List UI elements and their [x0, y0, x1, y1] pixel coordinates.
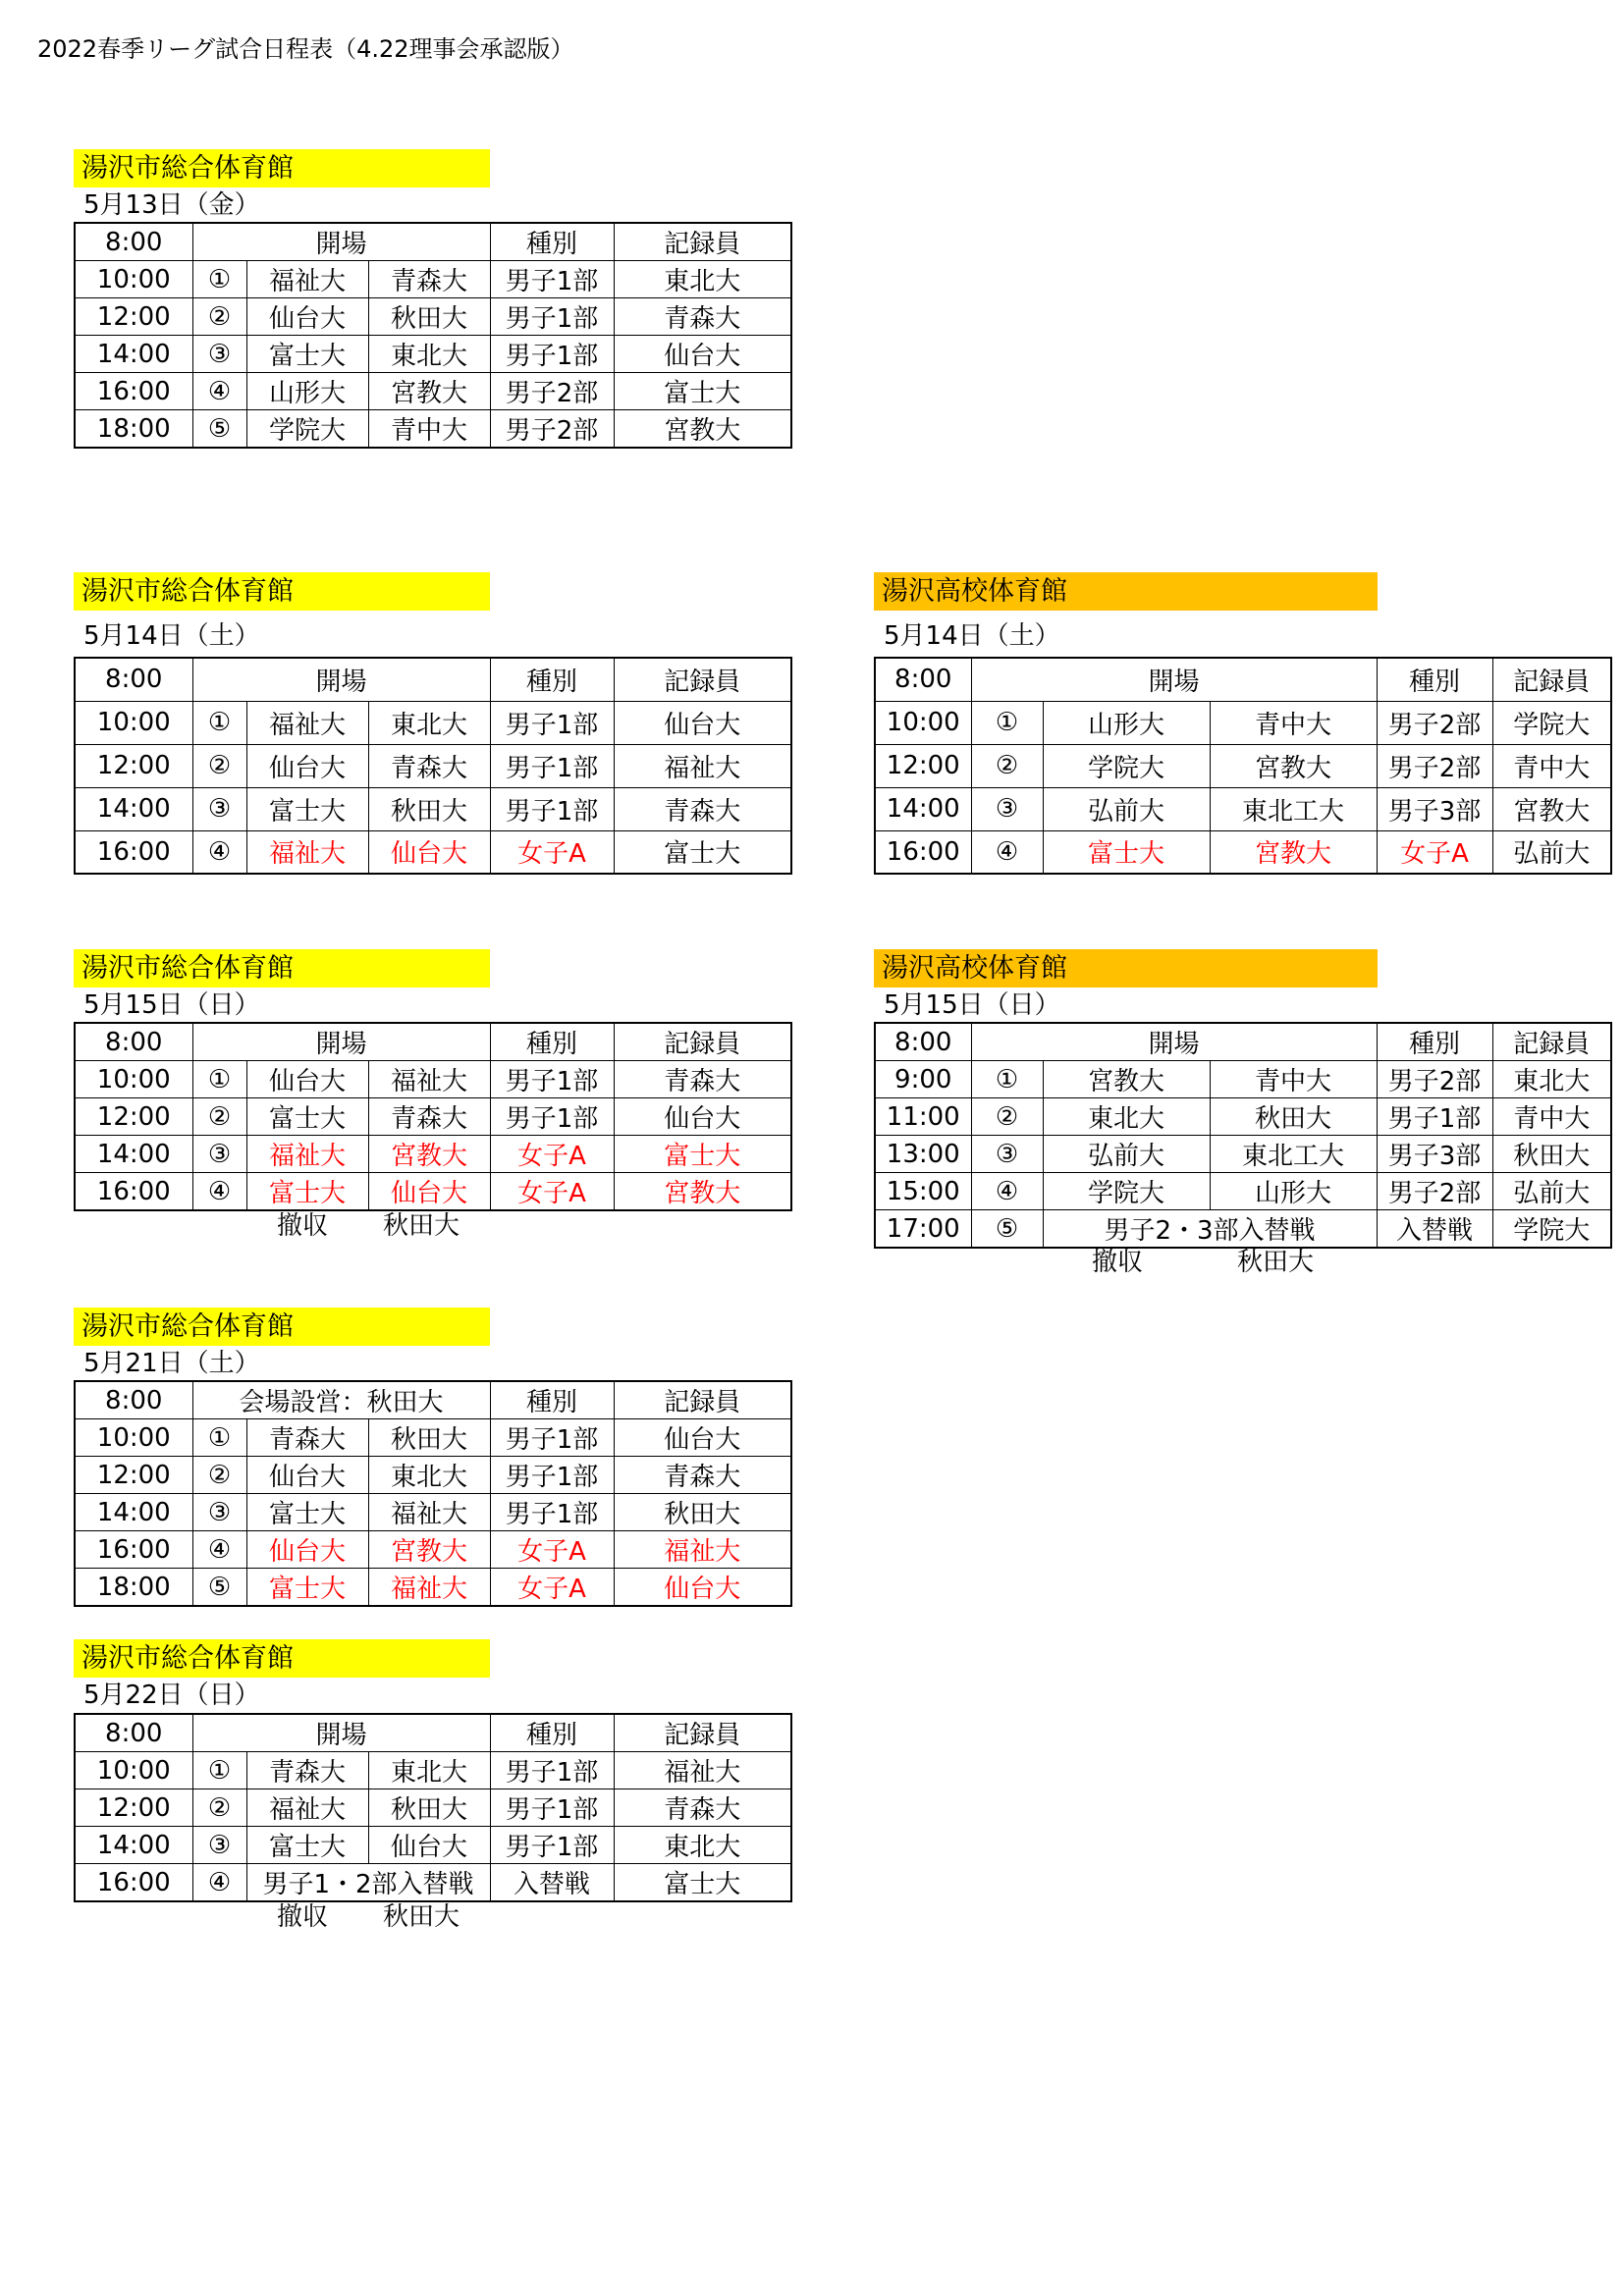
recorder: 東北大 [1492, 1061, 1611, 1098]
match-row [75, 1457, 791, 1494]
match-number: ⑤ [971, 1210, 1043, 1249]
team-2: 福祉大 [368, 1569, 490, 1607]
team-2: 秋田大 [1210, 1098, 1377, 1136]
category: 男子1部 [490, 1061, 614, 1098]
team-1: 弘前大 [1043, 787, 1210, 830]
recorder: 青森大 [614, 298, 791, 336]
match-row [75, 1136, 791, 1173]
open-time: 8:00 [75, 1714, 192, 1752]
match-row [75, 1061, 791, 1098]
category: 入替戦 [490, 1864, 614, 1902]
team-1: 仙台大 [246, 744, 368, 787]
recorder: 仙台大 [614, 701, 791, 744]
header-row [75, 1381, 791, 1419]
teardown-team: 秋田大 [1237, 1248, 1315, 1277]
match-time: 14:00 [75, 336, 192, 373]
match-number: ② [192, 1098, 246, 1136]
category: 男子2部 [1377, 701, 1492, 744]
recorder: 秋田大 [614, 1494, 791, 1531]
document-title: 2022春季リーグ試合日程表（4.22理事会承認版） [37, 35, 574, 63]
recorder: 仙台大 [614, 1098, 791, 1136]
header-category: 種別 [490, 1023, 614, 1061]
team-2: 秋田大 [368, 1419, 490, 1457]
category: 男子1部 [1377, 1098, 1492, 1136]
team-1: 富士大 [246, 787, 368, 830]
category: 男子1部 [490, 1789, 614, 1827]
team-1: 宮教大 [1043, 1061, 1210, 1098]
header-open: 開場 [192, 1714, 490, 1752]
team-1: 東北大 [1043, 1098, 1210, 1136]
header-category: 種別 [1377, 1023, 1492, 1061]
match-row [875, 744, 1611, 787]
match-time: 10:00 [875, 701, 971, 744]
team-2: 宮教大 [368, 1136, 490, 1173]
match-time: 10:00 [75, 1061, 192, 1098]
date-label: 5月13日（金） [83, 190, 260, 220]
match-time: 17:00 [875, 1210, 971, 1249]
playoff-match: 男子1・2部入替戦 [246, 1864, 490, 1902]
match-number: ④ [192, 1531, 246, 1569]
match-number: ① [971, 701, 1043, 744]
team-2: 秋田大 [368, 298, 490, 336]
team-1: 山形大 [246, 373, 368, 410]
match-number: ④ [971, 830, 1043, 874]
match-time: 14:00 [75, 787, 192, 830]
recorder: 学院大 [1492, 1210, 1611, 1249]
team-2: 東北工大 [1210, 1136, 1377, 1173]
match-row [75, 410, 791, 449]
match-time: 14:00 [75, 1136, 192, 1173]
recorder: 仙台大 [614, 336, 791, 373]
match-time: 12:00 [75, 1098, 192, 1136]
match-time: 14:00 [875, 787, 971, 830]
match-row [75, 261, 791, 298]
header-recorder: 記録員 [1492, 1023, 1611, 1061]
match-number: ③ [971, 787, 1043, 830]
match-time: 14:00 [75, 1827, 192, 1864]
category: 男子1部 [490, 744, 614, 787]
category: 男子2部 [490, 373, 614, 410]
teardown-team: 秋田大 [383, 1902, 460, 1932]
match-number: ⑤ [192, 410, 246, 449]
match-time: 9:00 [875, 1061, 971, 1098]
header-category: 種別 [490, 223, 614, 261]
match-row [75, 787, 791, 830]
category: 女子A [490, 1136, 614, 1173]
match-row [75, 1531, 791, 1569]
match-number: ③ [192, 336, 246, 373]
team-1: 福祉大 [246, 1136, 368, 1173]
category: 男子1部 [490, 1098, 614, 1136]
team-2: 秋田大 [368, 787, 490, 830]
match-row [75, 373, 791, 410]
team-2: 青中大 [368, 410, 490, 449]
header-category: 種別 [490, 658, 614, 701]
match-time: 18:00 [75, 410, 192, 449]
team-2: 東北大 [368, 1752, 490, 1789]
match-number: ② [192, 298, 246, 336]
recorder: 青森大 [614, 1061, 791, 1098]
recorder: 宮教大 [1492, 787, 1611, 830]
venue-label: 湯沢市総合体育館 [74, 1308, 490, 1346]
open-time: 8:00 [75, 1381, 192, 1419]
schedule-table [74, 1022, 792, 1211]
category: 女子A [490, 830, 614, 874]
team-1: 学院大 [1043, 1173, 1210, 1210]
team-2: 青森大 [368, 261, 490, 298]
team-1: 富士大 [1043, 830, 1210, 874]
category: 女子A [490, 1173, 614, 1211]
recorder: 富士大 [614, 1136, 791, 1173]
match-row [75, 701, 791, 744]
teardown-label: 撤収 [277, 1211, 329, 1241]
recorder: 福祉大 [614, 1531, 791, 1569]
team-1: 福祉大 [246, 830, 368, 874]
date-label: 5月15日（日） [884, 990, 1060, 1020]
header-row [75, 223, 791, 261]
match-time: 16:00 [75, 830, 192, 874]
team-1: 福祉大 [246, 701, 368, 744]
date-label: 5月14日（土） [83, 621, 260, 651]
match-time: 10:00 [75, 701, 192, 744]
date-label: 5月21日（土） [83, 1349, 260, 1378]
team-2: 福祉大 [368, 1494, 490, 1531]
match-time: 16:00 [875, 830, 971, 874]
recorder: 青森大 [614, 1457, 791, 1494]
match-time: 11:00 [875, 1098, 971, 1136]
team-2: 山形大 [1210, 1173, 1377, 1210]
match-number: ④ [971, 1173, 1043, 1210]
match-time: 12:00 [75, 744, 192, 787]
recorder: 宮教大 [614, 1173, 791, 1211]
header-open: 開場 [192, 658, 490, 701]
recorder: 青森大 [614, 1789, 791, 1827]
category: 女子A [490, 1569, 614, 1607]
header-open: 開場 [971, 1023, 1377, 1061]
match-time: 12:00 [75, 1789, 192, 1827]
match-time: 16:00 [75, 1864, 192, 1902]
team-1: 福祉大 [246, 261, 368, 298]
match-time: 12:00 [75, 1457, 192, 1494]
recorder: 学院大 [1492, 701, 1611, 744]
date-label: 5月22日（日） [83, 1681, 260, 1710]
venue-label: 湯沢高校体育館 [874, 572, 1378, 611]
match-row [875, 1173, 1611, 1210]
category: 男子2部 [490, 410, 614, 449]
open-time: 8:00 [75, 1023, 192, 1061]
match-row [75, 1752, 791, 1789]
venue-setup: 会場設営：秋田大 [192, 1381, 490, 1419]
team-2: 青中大 [1210, 701, 1377, 744]
category: 男子3部 [1377, 1136, 1492, 1173]
team-2: 秋田大 [368, 1789, 490, 1827]
team-2: 仙台大 [368, 1827, 490, 1864]
team-1: 仙台大 [246, 1061, 368, 1098]
match-row [875, 830, 1611, 874]
recorder: 仙台大 [614, 1419, 791, 1457]
match-row [75, 744, 791, 787]
match-number: ④ [192, 1864, 246, 1902]
match-number: ④ [192, 830, 246, 874]
header-recorder: 記録員 [614, 658, 791, 701]
match-number: ③ [192, 787, 246, 830]
header-open: 開場 [971, 658, 1377, 701]
category: 男子1部 [490, 1752, 614, 1789]
venue-label: 湯沢高校体育館 [874, 949, 1378, 988]
team-2: 宮教大 [1210, 830, 1377, 874]
schedule-table [874, 1022, 1612, 1249]
team-1: 仙台大 [246, 1457, 368, 1494]
match-time: 16:00 [75, 1173, 192, 1211]
recorder: 弘前大 [1492, 1173, 1611, 1210]
teardown-team: 秋田大 [383, 1211, 460, 1241]
open-time: 8:00 [875, 658, 971, 701]
header-row [75, 658, 791, 701]
header-recorder: 記録員 [614, 1023, 791, 1061]
team-1: 弘前大 [1043, 1136, 1210, 1173]
team-1: 富士大 [246, 336, 368, 373]
category: 男子2部 [1377, 744, 1492, 787]
recorder: 秋田大 [1492, 1136, 1611, 1173]
recorder: 富士大 [614, 1864, 791, 1902]
recorder: 福祉大 [614, 744, 791, 787]
match-row [875, 787, 1611, 830]
match-number: ③ [192, 1494, 246, 1531]
team-2: 宮教大 [1210, 744, 1377, 787]
match-time: 16:00 [75, 1531, 192, 1569]
team-2: 東北大 [368, 1457, 490, 1494]
team-2: 仙台大 [368, 1173, 490, 1211]
match-row [75, 1494, 791, 1531]
schedule-table [74, 657, 792, 875]
match-time: 15:00 [875, 1173, 971, 1210]
match-number: ⑤ [192, 1569, 246, 1607]
recorder: 富士大 [614, 830, 791, 874]
recorder: 弘前大 [1492, 830, 1611, 874]
team-2: 青森大 [368, 744, 490, 787]
header-category: 種別 [490, 1381, 614, 1419]
team-1: 福祉大 [246, 1789, 368, 1827]
match-number: ③ [192, 1136, 246, 1173]
match-time: 12:00 [875, 744, 971, 787]
category: 男子1部 [490, 336, 614, 373]
schedule-table [874, 657, 1612, 875]
match-number: ① [192, 261, 246, 298]
header-row [75, 1714, 791, 1752]
team-1: 富士大 [246, 1494, 368, 1531]
match-time: 14:00 [75, 1494, 192, 1531]
recorder: 東北大 [614, 1827, 791, 1864]
team-2: 宮教大 [368, 1531, 490, 1569]
team-2: 東北大 [368, 336, 490, 373]
team-2: 仙台大 [368, 830, 490, 874]
match-row [75, 1789, 791, 1827]
header-recorder: 記録員 [614, 1381, 791, 1419]
category: 男子1部 [490, 1457, 614, 1494]
team-2: 青森大 [368, 1098, 490, 1136]
category: 男子2部 [1377, 1173, 1492, 1210]
recorder: 青中大 [1492, 1098, 1611, 1136]
match-number: ① [192, 1752, 246, 1789]
match-number: ④ [192, 1173, 246, 1211]
match-number: ④ [192, 373, 246, 410]
match-time: 13:00 [875, 1136, 971, 1173]
team-1: 仙台大 [246, 298, 368, 336]
header-recorder: 記録員 [614, 1714, 791, 1752]
header-open: 開場 [192, 223, 490, 261]
match-number: ① [192, 701, 246, 744]
date-label: 5月14日（土） [884, 621, 1060, 651]
match-row [75, 830, 791, 874]
playoff-match: 男子2・3部入替戦 [1043, 1210, 1377, 1249]
match-number: ② [192, 744, 246, 787]
category: 男子1部 [490, 1419, 614, 1457]
team-2: 宮教大 [368, 373, 490, 410]
match-row [75, 1569, 791, 1607]
venue-label: 湯沢市総合体育館 [74, 149, 490, 187]
header-category: 種別 [1377, 658, 1492, 701]
match-number: ③ [192, 1827, 246, 1864]
match-row [75, 298, 791, 336]
recorder: 仙台大 [614, 1569, 791, 1607]
team-1: 青森大 [246, 1752, 368, 1789]
venue-label: 湯沢市総合体育館 [74, 949, 490, 988]
match-row [75, 336, 791, 373]
category: 女子A [490, 1531, 614, 1569]
match-number: ③ [971, 1136, 1043, 1173]
recorder: 青森大 [614, 787, 791, 830]
header-row [875, 1023, 1611, 1061]
match-time: 10:00 [75, 1752, 192, 1789]
team-2: 青中大 [1210, 1061, 1377, 1098]
header-open: 開場 [192, 1023, 490, 1061]
match-time: 12:00 [75, 298, 192, 336]
open-time: 8:00 [75, 658, 192, 701]
match-time: 10:00 [75, 1419, 192, 1457]
team-1: 学院大 [1043, 744, 1210, 787]
team-1: 富士大 [246, 1173, 368, 1211]
header-recorder: 記録員 [614, 223, 791, 261]
category: 男子1部 [490, 701, 614, 744]
category: 入替戦 [1377, 1210, 1492, 1249]
match-number: ① [971, 1061, 1043, 1098]
team-1: 学院大 [246, 410, 368, 449]
match-row [875, 1136, 1611, 1173]
header-row [875, 658, 1611, 701]
match-row [875, 1098, 1611, 1136]
team-1: 山形大 [1043, 701, 1210, 744]
open-time: 8:00 [875, 1023, 971, 1061]
schedule-table [74, 1713, 792, 1902]
date-label: 5月15日（日） [83, 990, 260, 1020]
team-2: 福祉大 [368, 1061, 490, 1098]
team-1: 青森大 [246, 1419, 368, 1457]
match-row [875, 1061, 1611, 1098]
match-row [75, 1419, 791, 1457]
open-time: 8:00 [75, 223, 192, 261]
category: 男子1部 [490, 1494, 614, 1531]
category: 男子1部 [490, 787, 614, 830]
match-number: ① [192, 1419, 246, 1457]
category: 女子A [1377, 830, 1492, 874]
category: 男子1部 [490, 298, 614, 336]
match-row [875, 701, 1611, 744]
category: 男子3部 [1377, 787, 1492, 830]
match-number: ② [192, 1457, 246, 1494]
category: 男子1部 [490, 1827, 614, 1864]
venue-label: 湯沢市総合体育館 [74, 572, 490, 611]
match-row [75, 1098, 791, 1136]
match-time: 18:00 [75, 1569, 192, 1607]
match-time: 16:00 [75, 373, 192, 410]
team-2: 東北工大 [1210, 787, 1377, 830]
recorder: 富士大 [614, 373, 791, 410]
recorder: 福祉大 [614, 1752, 791, 1789]
schedule-table [74, 1380, 792, 1607]
match-number: ① [192, 1061, 246, 1098]
recorder: 東北大 [614, 261, 791, 298]
category: 男子2部 [1377, 1061, 1492, 1098]
teardown-label: 撤収 [277, 1902, 329, 1932]
recorder: 青中大 [1492, 744, 1611, 787]
match-number: ② [192, 1789, 246, 1827]
team-1: 富士大 [246, 1569, 368, 1607]
team-2: 東北大 [368, 701, 490, 744]
match-row [75, 1827, 791, 1864]
header-recorder: 記録員 [1492, 658, 1611, 701]
match-number: ② [971, 744, 1043, 787]
header-row [75, 1023, 791, 1061]
team-1: 仙台大 [246, 1531, 368, 1569]
teardown-label: 撤収 [1092, 1248, 1144, 1277]
team-1: 富士大 [246, 1098, 368, 1136]
venue-label: 湯沢市総合体育館 [74, 1639, 490, 1678]
category: 男子1部 [490, 261, 614, 298]
recorder: 宮教大 [614, 410, 791, 449]
match-number: ② [971, 1098, 1043, 1136]
header-category: 種別 [490, 1714, 614, 1752]
team-1: 富士大 [246, 1827, 368, 1864]
match-time: 10:00 [75, 261, 192, 298]
schedule-table [74, 222, 792, 449]
